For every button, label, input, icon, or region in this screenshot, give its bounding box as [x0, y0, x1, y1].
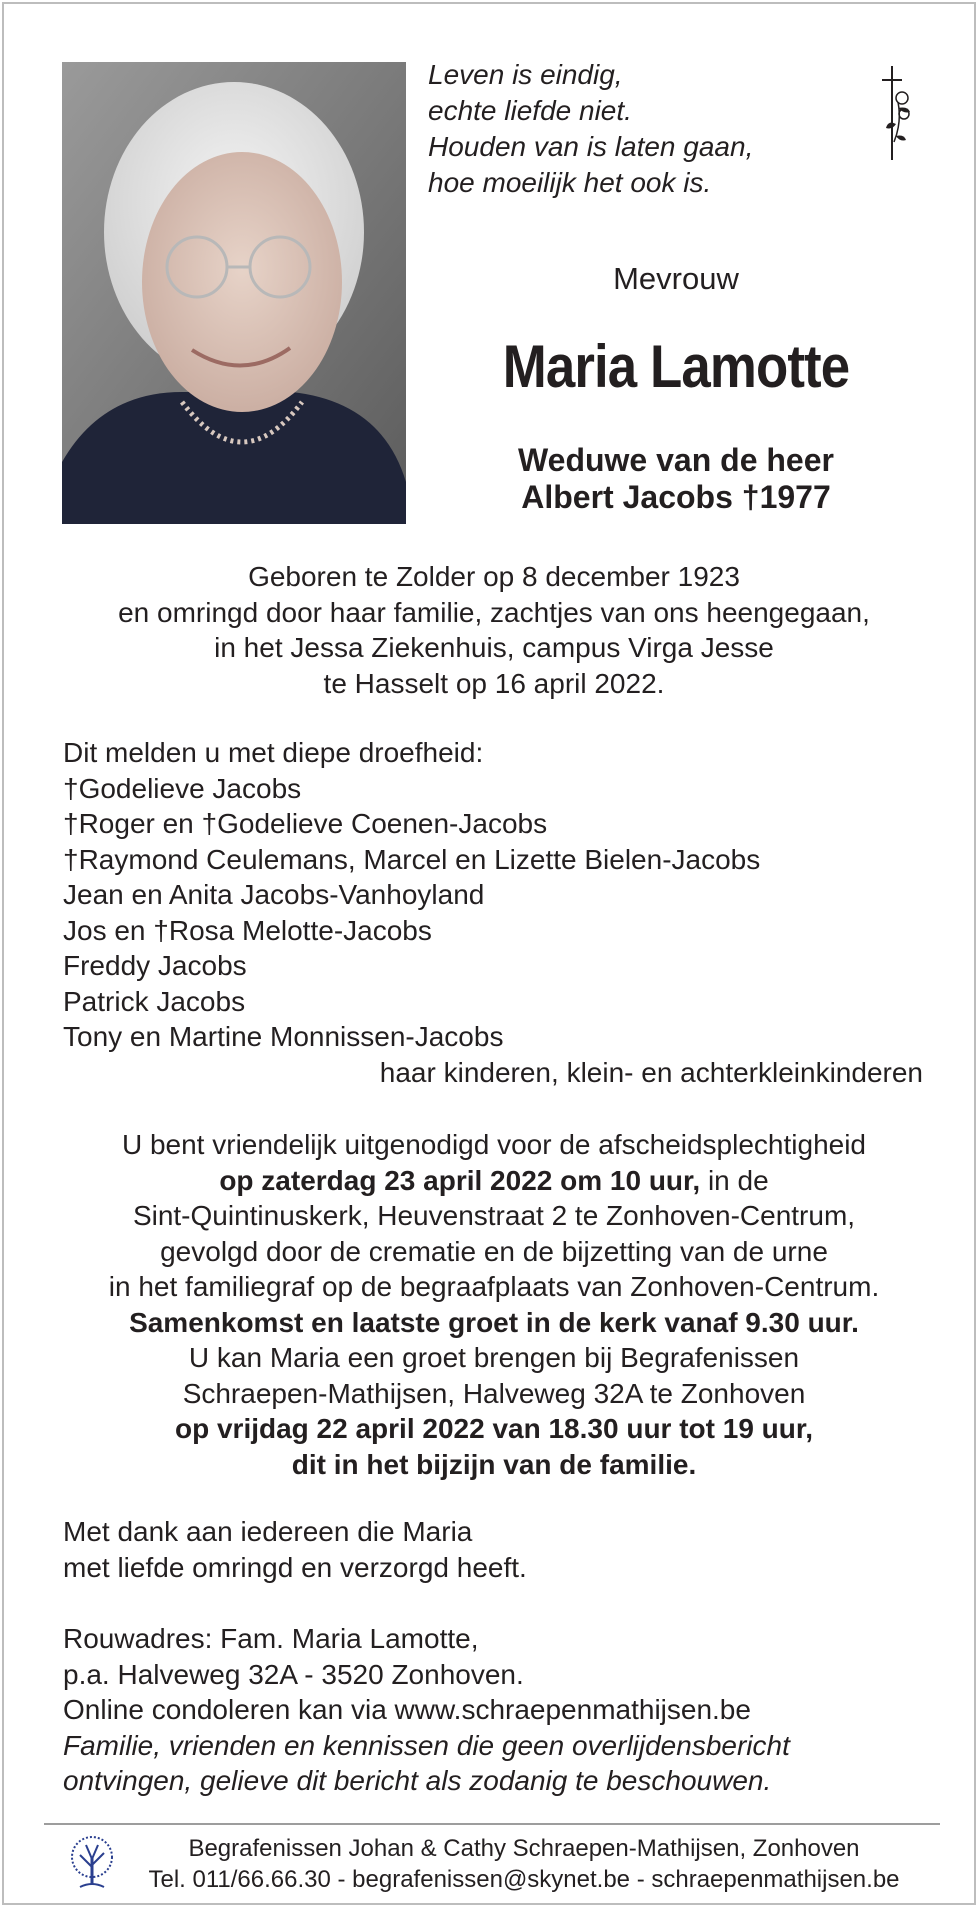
notice-line: Familie, vrienden en kennissen die geen overlijdensbericht [63, 1729, 790, 1761]
announcement-line: Geboren te Zolder op 8 december 1923 [248, 561, 740, 592]
family-member: Jos en †Rosa Melotte-Jacobs [63, 914, 432, 946]
funeral-home-contact: Tel. 011/66.66.30 - begrafenissen@skynet.be - schraepenmathijsen.be [148, 1866, 900, 1893]
family-list [63, 735, 943, 1090]
family-member: †Roger en †Godelieve Coenen-Jacobs [63, 808, 548, 839]
address-line: Rouwadres: Fam. Maria Lamotte, [63, 1623, 479, 1654]
thanks-line: met liefde omringd en verzorgd heeft. [63, 1551, 527, 1583]
ceremony-text: in de [700, 1164, 769, 1196]
thanks [63, 1514, 943, 1585]
family-member: †Godelieve Jacobs [63, 772, 302, 804]
family-member: Patrick Jacobs [63, 985, 246, 1017]
announcement-line: te Hasselt op 16 april 2022. [323, 667, 665, 699]
tree-logo-icon [66, 1833, 118, 1893]
announcement [44, 559, 944, 701]
funeral-home-info [124, 1833, 924, 1895]
visitation-date: op vrijdag 22 april 2022 van 18.30 uur tot 19 uur, [174, 1413, 814, 1444]
condolence-line: Online condoleren kan via www.schraepenmathijsen.be [63, 1694, 751, 1725]
cross-with-rose-icon [872, 62, 924, 164]
poem-line: Houden van is laten gaan, [428, 131, 754, 162]
ceremony-line: U bent vriendelijk uitgenodigd voor de afscheidsplechtigheid [121, 1129, 867, 1160]
family-member: Freddy Jacobs [63, 950, 247, 981]
notice-line: ontvingen, gelieve dit bericht als zodanig te beschouwen. [63, 1765, 772, 1796]
widow-line: Weduwe van de heer [518, 442, 834, 478]
poem-line: Leven is eindig, [428, 59, 623, 90]
widow-of [406, 442, 946, 516]
portrait-photo [62, 62, 406, 524]
ceremony-line: in het familiegraf op de begraafplaats van Zonhoven-Centrum. [108, 1271, 880, 1302]
poem [428, 57, 868, 201]
ceremony-info [44, 1127, 944, 1482]
funeral-home-name: Begrafenissen Johan & Cathy Schraepen-Mathijsen, Zonhoven [188, 1835, 860, 1862]
ceremony-line: Sint-Quintinuskerk, Heuvenstraat 2 te Zonhoven-Centrum, [132, 1200, 856, 1231]
thanks-line: Met dank aan iedereen die Maria [63, 1516, 473, 1547]
footer-divider [44, 1823, 940, 1825]
family-member: Tony en Martine Monnissen-Jacobs [63, 1021, 504, 1052]
visitation-note: dit in het bijzijn van de familie. [291, 1448, 697, 1480]
deceased-name: Maria Lamotte [502, 333, 850, 400]
address-line: p.a. Halveweg 32A - 3520 Zonhoven. [63, 1658, 524, 1690]
family-member: †Raymond Ceulemans, Marcel en Lizette Bielen-Jacobs [63, 843, 761, 875]
gathering-line: Samenkomst en laatste groet in de kerk vanaf 9.30 uur. [129, 1306, 859, 1338]
poem-line: hoe moeilijk het ook is. [428, 167, 712, 198]
ceremony-line [44, 1163, 944, 1199]
obituary-card [2, 2, 976, 1905]
address-block [63, 1621, 943, 1799]
ceremony-date: op zaterdag 23 april 2022 om 10 uur, [219, 1164, 701, 1196]
ceremony-line: gevolgd door de crematie en de bijzetting van de urne [160, 1235, 828, 1267]
ceremony-line: Schraepen-Mathijsen, Halveweg 32A te Zonhoven [182, 1377, 806, 1409]
widow-line: Albert Jacobs †1977 [521, 479, 831, 515]
poem-line: echte liefde niet. [428, 95, 632, 126]
family-intro: Dit melden u met diepe droefheid: [63, 737, 484, 768]
announcement-line: en omringd door haar familie, zachtjes van ons heengegaan, [118, 596, 870, 628]
family-closing: haar kinderen, klein- en achterkleinkinderen [379, 1056, 923, 1088]
announcement-line: in het Jessa Ziekenhuis, campus Virga Jesse [214, 632, 774, 663]
family-member: Jean en Anita Jacobs-Vanhoyland [63, 879, 485, 910]
ceremony-line: U kan Maria een groet brengen bij Begrafenissen [188, 1342, 800, 1373]
salutation: Mevrouw [613, 261, 739, 296]
